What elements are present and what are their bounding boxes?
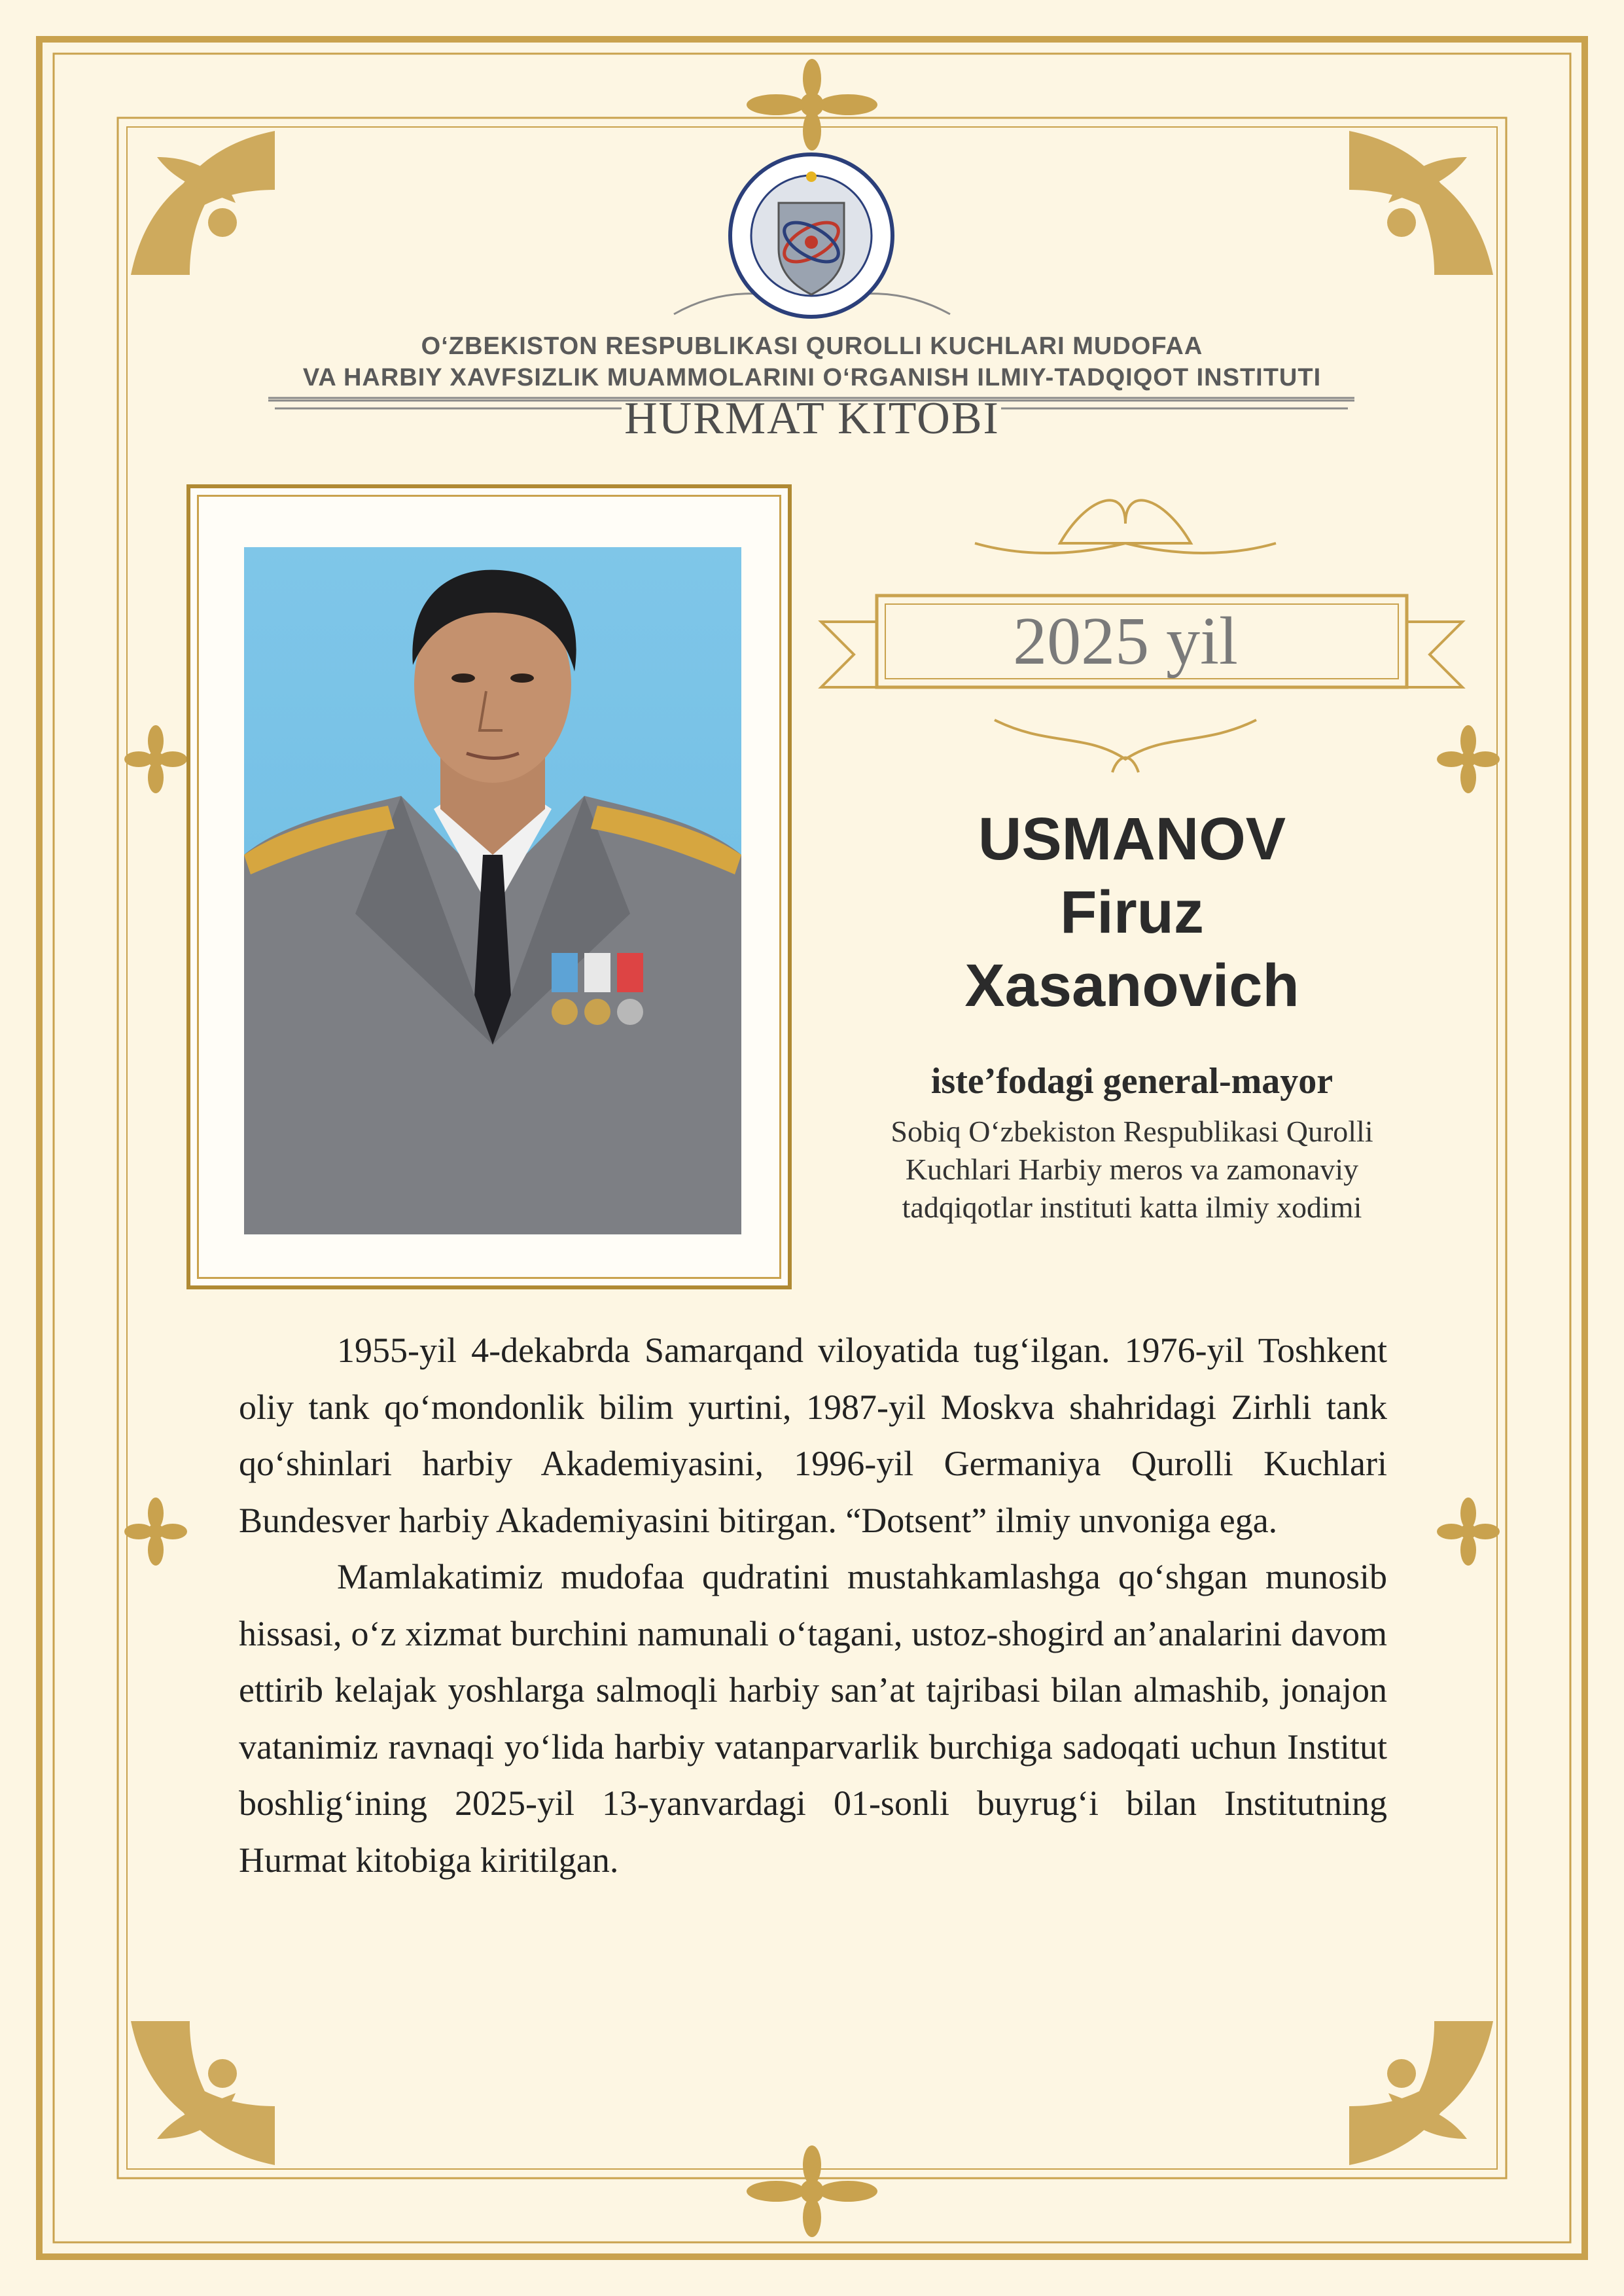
biography-paragraph-2: Mamlakatimiz mudofaa qudratini mustahkamlashga qo‘shgan munosib hissasi, o‘z xizmat burchini namunali o‘tagani, ustoz-shogird an’analarini davom ettirib kelajak yoshlarga salmoqli harbiy san’at tajribasi bilan almashib, jonajon vatanimiz ravnaqi yo‘lida harbiy vatanparvarlik burchiga sadoqati uchun Institut boshlig‘ining 2025-yil 13-yanvardagi 01-sonli buyrug‘i bilan Institutning Hurmat kitobiga kiritilgan.	[239, 1557, 1387, 1880]
book-title: HURMAT KITOBI	[624, 393, 1000, 444]
institute-name-line1: O‘ZBEKISTON RESPUBLIKASI QUROLLI KUCHLARI MUDOFAA	[421, 332, 1203, 360]
position-line-3: tadqiqotlar instituti katta ilmiy xodimi	[902, 1191, 1362, 1224]
patronymic: Xasanovich	[964, 952, 1299, 1019]
portrait-illustration	[244, 547, 741, 1234]
photo-frame	[186, 484, 792, 1289]
position-line-2: Kuchlari Harbiy meros va zamonaviy	[905, 1153, 1359, 1186]
surname: USMANOV	[978, 806, 1286, 872]
institute-name-line2: VA HARBIY XAVFSIZLIK MUAMMOLARINI O‘RGANISH ILMIY-TADQIQOT INSTITUTI	[302, 364, 1322, 391]
position-line-1: Sobiq O‘zbekiston Respublikasi Qurolli	[891, 1115, 1373, 1148]
first-name: Firuz	[1060, 879, 1204, 946]
biography-paragraph-1: 1955-yil 4-dekabrda Samarqand viloyatida tug‘ilgan. 1976-yil Toshkent oliy tank qo‘mondonlik bilim yurtini, 1987-yil Moskva shahridagi Zirhli tank qo‘shinlari harbiy Akademiyasini, 1996-yil Germaniya Qurolli Kuchlari Bundesver harbiy Akademiyasini bitirgan. “Dotsent” ilmiy unvoniga ega.	[239, 1331, 1387, 1540]
biography	[239, 1322, 1387, 1888]
institute-emblem	[726, 151, 896, 321]
year-label: 2025 yil	[1013, 603, 1238, 679]
portrait-photo	[244, 547, 741, 1234]
rank: iste’fodagi general-mayor	[930, 1061, 1333, 1102]
position	[805, 1113, 1459, 1227]
